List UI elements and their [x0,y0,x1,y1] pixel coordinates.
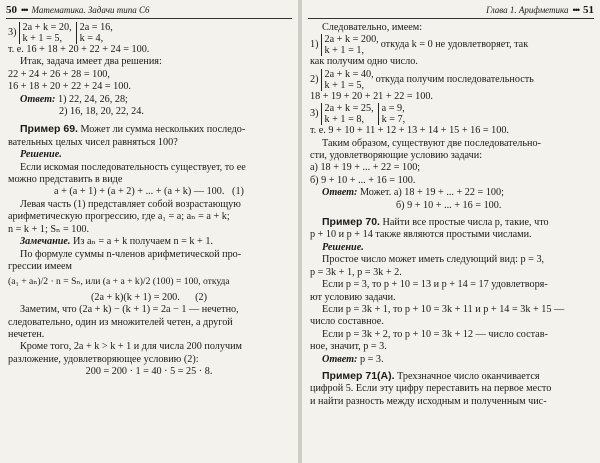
text-line: б) 9 + 10 + ... + 16 = 100. [310,174,416,186]
text-line: Следовательно, имеем: [322,22,423,33]
text-line: Если p = 3k + 1, то p + 10 = 3k + 11 и p + 14 = 3k + 15 — [322,303,565,315]
equation: k = 4, [79,33,104,44]
equation: 2a + k = 20, [22,22,72,33]
text-line: ное, значит, p = 3. [310,341,387,353]
remark-text: Из aₙ = a + k получаем n = k + 1. [73,236,213,248]
system-label: 1) [310,39,319,51]
system-brace [321,34,379,56]
system-1 [310,34,592,56]
text-line: 22 + 24 + 26 + 28 = 100, [8,68,110,80]
text-line: а) 18 + 19 + ... + 22 = 100; [310,162,421,174]
formula-line [8,186,290,198]
answer-line: б) 9 + 10 + ... + 16 = 100. [396,199,502,211]
system-brace [321,103,374,125]
text-line: откуда получим последовательность [375,73,534,85]
equation: 2a = 16, [79,22,113,33]
header-rule [308,18,594,19]
answer-line [310,187,592,199]
text-line: ют условию задачи. [310,291,396,303]
text-line: Простое число может иметь следующий вид: p = 3, [322,254,545,266]
answer-text: 1) 22, 24, 26, 28; [57,93,128,105]
right-page-body [310,22,592,408]
text-line: Заметим, что (2a + k) − (k + 1) = 2a − 1 — нечетно, [20,304,239,316]
text-line: n = k + 1; Sₙ = 100. [8,223,90,235]
answer-label: Ответ: [322,353,358,365]
example-heading [8,123,290,136]
text-line: сти, удовлетворяющие условию задачи: [310,150,483,162]
text-line: грессии имеем [8,260,72,272]
text-line: т. е. 9 + 10 + 11 + 12 + 13 + 14 + 15 + 16 = 100. [310,125,509,137]
right-page-header [486,4,594,16]
formula-number: (1) [232,186,244,198]
answer-text: Может. а) 18 + 19 + ... + 22 = 100; [359,187,504,199]
answer-label: Ответ: [322,187,358,199]
remark-line [8,236,290,248]
text-line: Если p = 3, то p + 10 = 13 и p + 14 = 17 удовлетворя- [322,279,548,291]
text-line: p + 10 и p + 14 также являются простыми числами. [310,229,532,241]
right-page-number: 51 [583,4,594,16]
system-brace [321,69,374,91]
left-page-header [6,4,150,16]
right-header-title: Глава 1. Арифметика [486,5,569,15]
system-brace [378,103,406,125]
system-label: 3) [8,26,17,38]
equation: 2a + k = 200, [324,34,379,46]
answer-label: Ответ: [20,93,56,105]
example-text: Трехзначное число оканчивается [397,370,540,382]
equation: 2a + k = 25, [324,103,374,115]
system-label: 2) [310,73,319,85]
solution-label: Решение. [20,149,62,161]
equation: k + 1 = 1, [324,45,365,57]
text-line: т. е. 16 + 18 + 20 + 22 + 24 = 100. [8,44,150,55]
formula: (a₁ + aₙ)/2 · n = Sₙ, или (a + a + k)/2 (100) = 100, откуда [8,276,230,288]
left-page-body [8,22,290,379]
answer-line [310,354,592,366]
header-rule [6,18,292,19]
text-line: разложение, удовлетворяющее условию (2): [8,353,199,365]
formula: a + (a + 1) + (a + 2) + ... + (a + k) — 100. [54,186,225,198]
example-title: Пример 71(А). [322,369,395,382]
equation: k + 1 = 5, [324,79,365,91]
text-line: 18 + 19 + 20 + 21 + 22 = 100. [310,90,433,102]
system-3 [310,103,592,125]
text-line: Если p = 3k + 2, то p + 10 = 3k + 12 — число состав- [322,328,548,340]
formula: 200 = 200 · 1 = 40 · 5 = 25 · 8. [85,366,213,378]
text-line: Если искомая последовательность существует, то ее [20,161,246,173]
text-line: Таким образом, существуют две последовательно- [322,137,541,149]
system-3 [8,22,290,44]
example-heading [310,216,592,229]
right-page [302,0,600,463]
text-line: Итак, задача имеет два решения: [20,56,162,68]
example-heading [310,370,592,383]
system-2 [310,69,592,91]
text-line: p = 3k + 1, p = 3k + 2. [310,266,402,278]
text-line: и найти разность между исходным и полученным чис- [310,395,547,407]
system-label: 3) [310,108,319,120]
text-line: число составное. [310,316,384,328]
header-marks: ••• [572,5,579,15]
header-marks: ••• [21,5,28,15]
system-brace [76,22,113,44]
text-line: следовательно, один из множителей четен, а другой [8,316,233,328]
text-line: Кроме того, 2a + k > k + 1 и для числа 200 получим [20,341,242,353]
text-line: вательных целых чисел равняться 100? [8,136,178,148]
remark-label: Замечание. [20,236,71,248]
text-line: По формуле суммы n-членов арифметической про- [20,248,242,260]
text-line: Левая часть (1) представляет собой возрастающую [20,198,241,210]
answer-line [8,94,290,106]
example-title: Пример 69. [20,123,78,136]
equation: k + 1 = 5, [22,33,63,44]
equation: k + 1 = 8, [324,114,365,126]
formula: (2a + k)(k + 1) = 200. [91,291,180,303]
example-text: Может ли сумма нескольких последо- [80,124,246,136]
formula-number: (2) [195,291,207,303]
answer-text: p = 3. [359,353,384,365]
left-header-title: Математика. Задачи типа С6 [31,5,150,15]
formula-line [8,292,290,304]
text-line: откуда k = 0 не удовлетворяет, так [380,39,529,51]
text-line: можно представить в виде [8,174,123,186]
answer-line: 2) 16, 18, 20, 22, 24. [59,106,144,118]
example-title: Пример 70. [322,216,380,229]
equation: k = 7, [381,114,406,126]
text-line: как получим одно число. [310,56,418,68]
left-page-number: 50 [6,4,17,16]
left-page [0,0,298,463]
equation: a = 9, [381,103,405,115]
text-line: цифрой 5. Если эту цифру переставить на первое место [310,383,552,395]
text-line: арифметическую прогрессию, где a₁ = a; aₙ = a + k; [8,211,230,223]
text-line: нечетен. [8,328,45,340]
text-line: 16 + 18 + 20 + 22 + 24 = 100. [8,81,131,93]
example-text: Найти все простые числа p, такие, что [382,217,549,229]
equation: 2a + k = 40, [324,68,374,80]
solution-label: Решение. [322,241,364,253]
system-brace [19,22,72,44]
